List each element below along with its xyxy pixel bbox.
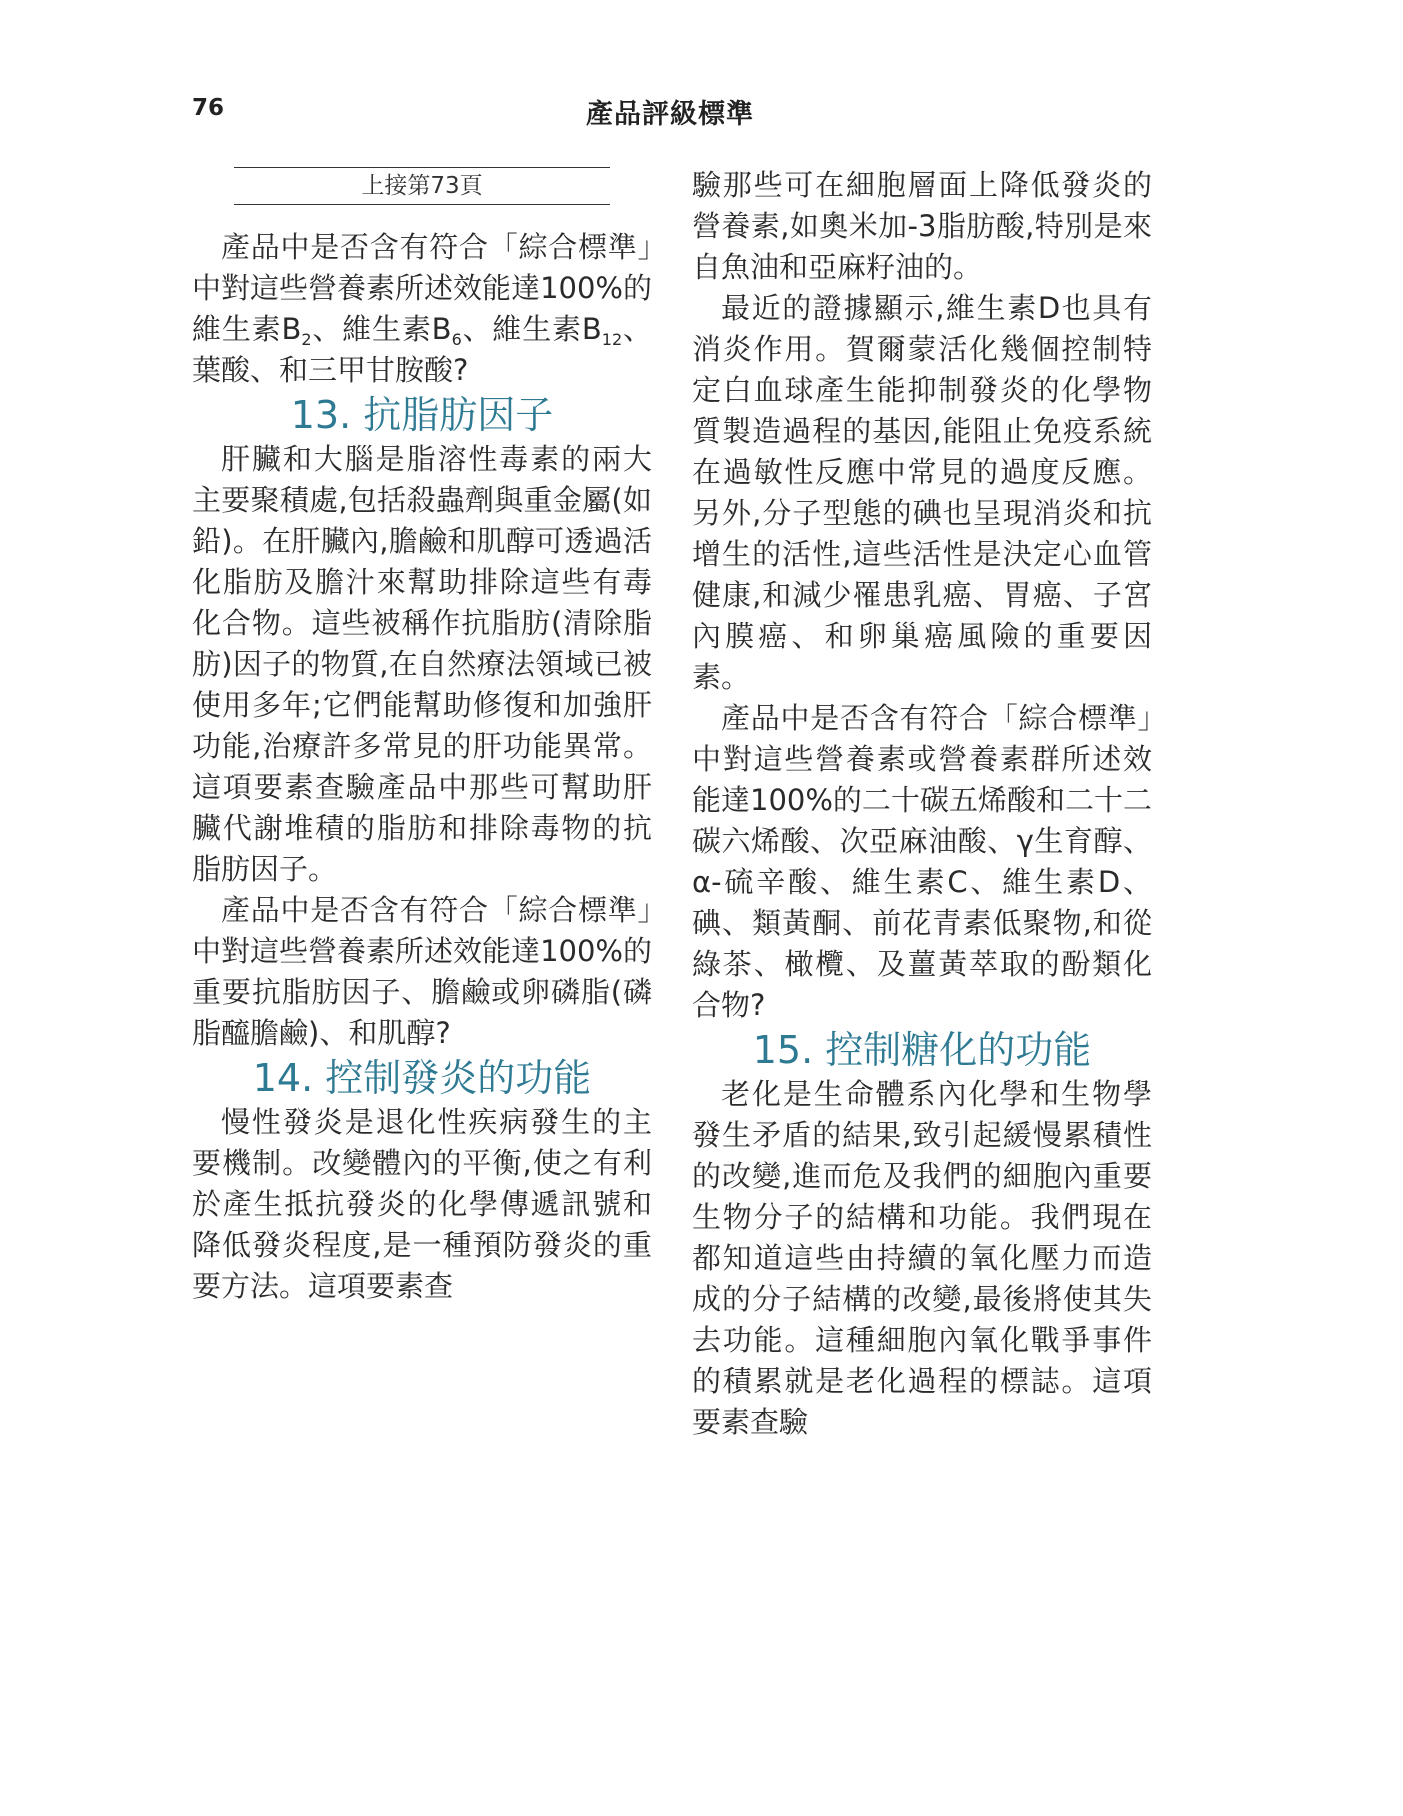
running-header: 產品評級標準 xyxy=(586,99,754,130)
section-14-continuation: 驗那些可在細胞層面上降低發炎的營養素,如奧米加-3脂肪酸,特別是來自魚油和亞麻籽油的。 xyxy=(692,168,1152,284)
page-number: 76 xyxy=(192,95,225,121)
section-15-heading: 15. 控制糖化的功能 xyxy=(752,1028,1092,1072)
left-column xyxy=(192,165,652,1307)
vitamin-d-paragraph: 最近的證據顯示,維生素D也具有消炎作用。賀爾蒙活化幾個控制特定白血球產生能抑制發炎的化學物質製造過程的基因,能阻止免疫系統在過敏性反應中常見的過度反應。另外,分子型態的碘也呈現消炎和抗增生的活性,這些活性是決定心血管健康,和減少罹患乳癌、胃癌、子宮內膜癌、和卵巢癌風險的重要因素。 xyxy=(692,291,1152,694)
intro-paragraph: 產品中是否含有符合「綜合標準」中對這些營養素所述效能達100%的維生素$B_2$、維生素$B_6$、維生素$B_{12}$、葉酸、和三甲甘胺酸? xyxy=(192,230,652,387)
section-13-heading: 13. 抗脂肪因子 xyxy=(290,393,554,437)
section-14-paragraph-1: 慢性發炎是退化性疾病發生的主要機制。改變體內的平衡,使之有利於產生抵抗發炎的化學傳遞訊號和降低發炎程度,是一種預防發炎的重要方法。這項要素查 xyxy=(192,1105,652,1303)
section-13-paragraph-2: 產品中是否含有符合「綜合標準」中對這些營養素所述效能達100%的重要抗脂肪因子、膽鹼或卵磷脂(磷脂醯膽鹼)、和肌醇? xyxy=(192,893,652,1050)
section-14-heading: 14. 控制發炎的功能 xyxy=(252,1056,592,1100)
section-14-question-paragraph: 產品中是否含有符合「綜合標準」中對這些營養素或營養素群所述效能達100%的二十碳五烯酸和二十二碳六烯酸、次亞麻油酸、γ生育醇、α-硫辛酸、維生素C、維生素D、碘、類黃酮、前花青素低聚物,和從綠茶、橄欖、及薑黃萃取的酚類化合物? xyxy=(692,701,1152,1022)
right-column xyxy=(692,165,1152,1443)
section-15-paragraph-1: 老化是生命體系內化學和生物學發生矛盾的結果,致引起緩慢累積性的改變,進而危及我們的細胞內重要生物分子的結構和功能。我們現在都知道這些由持續的氧化壓力而造成的分子結構的改變,最後將使其失去功能。這種細胞內氧化戰爭事件的積累就是老化過程的標誌。這項要素查驗 xyxy=(692,1077,1152,1439)
section-13-paragraph-1: 肝臟和大腦是脂溶性毒素的兩大主要聚積處,包括殺蟲劑與重金屬(如鉛)。在肝臟內,膽鹼和肌醇可透過活化脂肪及膽汁來幫助排除這些有毒化合物。這些被稱作抗脂肪(清除脂肪)因子的物質,在自然療法領域已被使用多年;它們能幫助修復和加強肝功能,治療許多常見的肝功能異常。這項要素查驗產品中那些可幫助肝臟代謝堆積的脂肪和排除毒物的抗脂肪因子。 xyxy=(192,442,652,886)
continued-from-note: 上接第73頁 xyxy=(234,167,610,205)
